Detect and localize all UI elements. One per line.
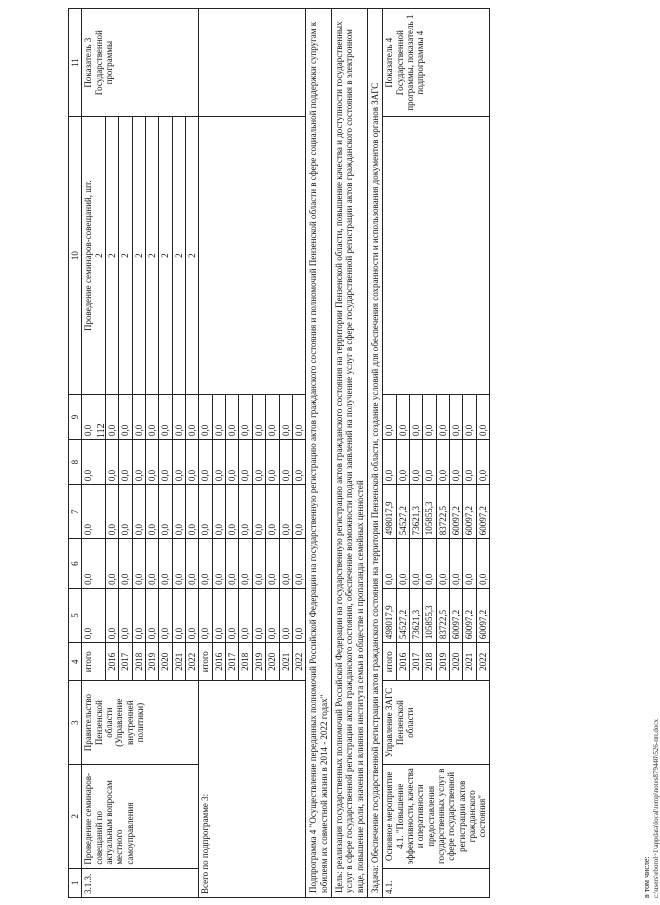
col-header: 2 [69,764,82,868]
value-cell: 105855,3 [423,485,436,539]
value-cell: 73621,3 [409,485,422,539]
value-cell: 0,0 [463,539,476,589]
value-cell: 0,0 [423,539,436,589]
value-cell: 0,0 [252,394,265,439]
year-cell: 2016 [106,643,119,681]
value-cell: 0,0 [239,539,252,589]
value-cell: 0,0 [186,485,199,539]
value-cell: 0,0 [396,539,409,589]
table-row [383,9,396,898]
value-cell: 60097,2 [463,588,476,642]
value-cell: 0,0 [146,539,159,589]
value-cell: 0,0 [186,539,199,589]
value-cell: 0,0 [199,588,212,642]
value-cell: 0,0 [252,440,265,485]
year-cell: итого [82,643,106,681]
value-cell: 83722,5 [436,485,449,539]
value-cell: 0,0 [212,588,225,642]
value-cell: 0,0 [252,485,265,539]
value-cell: 0,0 [212,485,225,539]
value-cell: 0,0 [186,394,199,439]
value-cell: 0,0 [106,485,119,539]
value-cell: 0,0 [212,394,225,439]
value-cell: 0,0 [106,440,119,485]
value-cell: 0,0 [172,394,185,439]
value-cell: 498017,9 [383,588,396,642]
col-header: 7 [69,485,82,539]
value-cell: 0,0 [132,440,145,485]
value-cell: 0,0 [172,440,185,485]
value-cell: 60097,2 [449,485,462,539]
value-cell: 0,0 [172,539,185,589]
year-cell: 2022 [292,643,305,681]
indicator-value: 2 [119,117,132,395]
year-cell: 2019 [252,643,265,681]
indicator-value: 2 [146,117,159,395]
year-cell: 2017 [409,643,422,681]
year-cell: 2021 [172,643,185,681]
value-cell: 0,0 [266,539,279,589]
col-header: 10 [69,117,82,395]
value-cell: 0,0 [266,485,279,539]
value-cell: 60097,2 [476,485,489,539]
value-cell: 0,0 [423,440,436,485]
value-cell: 54527,2 [396,588,409,642]
year-cell: 2022 [476,643,489,681]
value-cell: 0,0 [279,394,292,439]
value-cell: 0,0 [226,394,239,439]
value-cell: 0,0 [226,539,239,589]
value-cell: 0,0 [186,440,199,485]
subprogram-row [306,9,332,898]
year-cell: 2018 [132,643,145,681]
measure-name: Основное мероприятие 4.1. "Повышение эффективности, качества и оперативности предоставления государственных услуг в сфере государственной регистрации актов гражданского состояния" [383,764,490,868]
value-cell: 0,0 [396,394,409,439]
value-cell: 0,0 [449,539,462,589]
value-cell: 0,0 [266,440,279,485]
value-cell: 0,0 [463,440,476,485]
year-cell: 2020 [159,643,172,681]
value-cell: 0,0 [119,394,132,439]
table-row [82,9,106,898]
header-row [69,9,82,898]
value-cell: 498017,9 [383,485,396,539]
value-cell: 0,0 [279,539,292,589]
goal-text: Цель: реализация государственных полномочий Российской Федерации на государственную регистрацию актов гражданского состояния на территории Пензенской области, повышение качества и доступности государственных услуг в сфере государственной регистрации актов гражданского состояния, обеспечение возможности подачи заявлений на получение услуг в сфере государственной регистрации актов гражданского состояния в электронном виде, повышение роли, значения и влияния института семьи в обществе и пропаганда семейных ценностей [331,9,367,898]
value-cell: 0,0 [132,394,145,439]
col-header: 11 [69,9,82,117]
value-cell: 0,0 [212,539,225,589]
value-cell: 0,0 [146,485,159,539]
value-cell: 0,0 [252,588,265,642]
year-cell: 2020 [266,643,279,681]
value-cell: 0,0 [172,485,185,539]
indicator-value: 2 [172,117,185,395]
year-cell: 2020 [449,643,462,681]
value-cell: 0,0 [476,440,489,485]
page-number: 112 [96,423,107,438]
value-cell: 0,0 [82,485,106,539]
year-cell: 2017 [119,643,132,681]
subtotal-label: Всего по подпрограмме 3: [199,681,306,898]
value-cell: 0,0 [239,394,252,439]
value-cell: 0,0 [383,394,396,439]
empty-cell [199,9,306,117]
value-cell: 0,0 [146,394,159,439]
value-cell: 0,0 [226,485,239,539]
value-cell: 0,0 [82,539,106,589]
value-cell: 0,0 [292,485,305,539]
year-cell: итого [383,643,396,681]
subprogram-title: Подпрограмма 4 "Осуществление переданных полномочий Российской Федерации на государственную регистрацию актов гражданского состояния и полномочий Пензенской области в сфере социальной поддержки супругам к юбилеям их совместной жизни в 2014 - 2022 годах" [306,9,332,898]
task-text: Задача: Обеспечение государственной регистрации актов гражданского состояния на территории Пензенской области, создание условий для обеспечения сохранности и использования документов органов ЗАГС [367,9,382,898]
value-cell: 54527,2 [396,485,409,539]
rotated-sheet [68,8,660,898]
value-cell: 0,0 [132,485,145,539]
value-cell: 0,0 [119,539,132,589]
table-row [199,9,212,898]
year-cell: 2019 [436,643,449,681]
value-cell: 0,0 [146,588,159,642]
measure-name: Проведение семинаров-совещаний по актуальным вопросам местного самоуправления [82,764,199,868]
indicator-value: 2 [186,117,199,395]
year-cell: 2016 [396,643,409,681]
value-cell: 0,0 [132,539,145,589]
col-header: 4 [69,643,82,681]
indicator-name: Проведение семинаров-совещаний, шт. 2 [82,117,106,395]
col-header: 3 [69,681,82,764]
value-cell: 0,0 [449,394,462,439]
year-cell: 2021 [279,643,292,681]
value-cell: 0,0 [199,440,212,485]
value-cell: 0,0 [252,539,265,589]
value-cell: 0,0 [409,539,422,589]
value-cell: 105855,3 [423,588,436,642]
year-cell: 2017 [226,643,239,681]
target-indicator: Показатель 4 Государственной программы, показатель 1 подпрограммы 4 [383,9,490,117]
value-cell: 0,0 [239,588,252,642]
value-cell: 0,0 [106,588,119,642]
col-header: 9 [69,394,82,439]
value-cell: 0,0 [199,539,212,589]
value-cell: 0,0 [226,588,239,642]
indicator-value: 2 [106,117,119,395]
value-cell: 0,0 [119,588,132,642]
value-cell: 0,0 [476,394,489,439]
value-cell: 0,0 [266,394,279,439]
value-cell: 0,0 [396,440,409,485]
value-cell: 0,0 [159,394,172,439]
year-cell: итого [199,643,212,681]
value-cell: 0,0 [106,394,119,439]
indicator-value: 2 [132,117,145,395]
value-cell: 60097,2 [463,485,476,539]
col-header: 1 [69,868,82,897]
value-cell: 0,0 [82,394,106,439]
value-cell: 0,0 [172,588,185,642]
value-cell: 0,0 [106,539,119,589]
value-cell: 0,0 [146,440,159,485]
value-cell: 0,0 [199,394,212,439]
value-cell: 0,0 [159,485,172,539]
value-cell: 0,0 [132,588,145,642]
col-header: 8 [69,440,82,485]
value-cell: 0,0 [159,588,172,642]
value-cell: 0,0 [292,588,305,642]
value-cell: 0,0 [449,440,462,485]
col-header: 6 [69,539,82,589]
year-cell: 2018 [423,643,436,681]
year-cell: 2018 [239,643,252,681]
year-cell: 2016 [212,643,225,681]
empty-cell [199,117,306,395]
value-cell: 0,0 [476,539,489,589]
value-cell: 0,0 [409,394,422,439]
value-cell: 60097,2 [476,588,489,642]
value-cell: 0,0 [266,588,279,642]
file-path: c:\users\eborol~1\appdata\local\temp\notes879440\526-пп.docx [652,718,660,898]
value-cell: 0,0 [239,440,252,485]
value-cell: 83722,5 [436,588,449,642]
value-cell: 0,0 [82,588,106,642]
value-cell: 0,0 [279,440,292,485]
value-cell: 0,0 [119,440,132,485]
value-cell: 0,0 [463,394,476,439]
row-number: 3.1.3. [82,868,199,897]
value-cell: 0,0 [292,440,305,485]
empty-cell [383,117,490,395]
col-header: 5 [69,588,82,642]
value-cell: 73621,3 [409,588,422,642]
year-cell: 2019 [146,643,159,681]
value-cell: 0,0 [436,440,449,485]
value-cell: 0,0 [436,394,449,439]
task-row [367,9,382,898]
value-cell: 0,0 [383,440,396,485]
value-cell: 0,0 [409,440,422,485]
indicator-value: 2 [159,117,172,395]
value-cell: 0,0 [292,539,305,589]
value-cell: 60097,2 [449,588,462,642]
value-cell: 0,0 [383,539,396,589]
row-number: 4.1. [383,868,490,897]
footer-note: в том числе: [642,856,651,898]
value-cell: 0,0 [186,588,199,642]
target-indicator: Показатель 3 Государственной программы [82,9,199,117]
value-cell: 0,0 [239,485,252,539]
year-cell: 2021 [463,643,476,681]
goal-row [331,9,367,898]
executor: Правительство Пензенской области (Управление внутренней политики) [82,681,199,764]
value-cell: 0,0 [279,588,292,642]
value-cell: 0,0 [119,485,132,539]
value-cell: 0,0 [423,394,436,439]
value-cell: 0,0 [226,440,239,485]
value-cell: 0,0 [199,485,212,539]
executor: Управление ЗАГС Пензенской области [383,681,490,764]
indicator-value: 2 [93,253,104,258]
year-cell: 2022 [186,643,199,681]
value-cell: 0,0 [82,440,106,485]
value-cell: 0,0 [159,440,172,485]
value-cell: 0,0 [159,539,172,589]
value-cell: 0,0 [436,539,449,589]
program-table [68,8,490,898]
value-cell: 0,0 [292,394,305,439]
value-cell: 0,0 [212,440,225,485]
value-cell: 0,0 [279,485,292,539]
